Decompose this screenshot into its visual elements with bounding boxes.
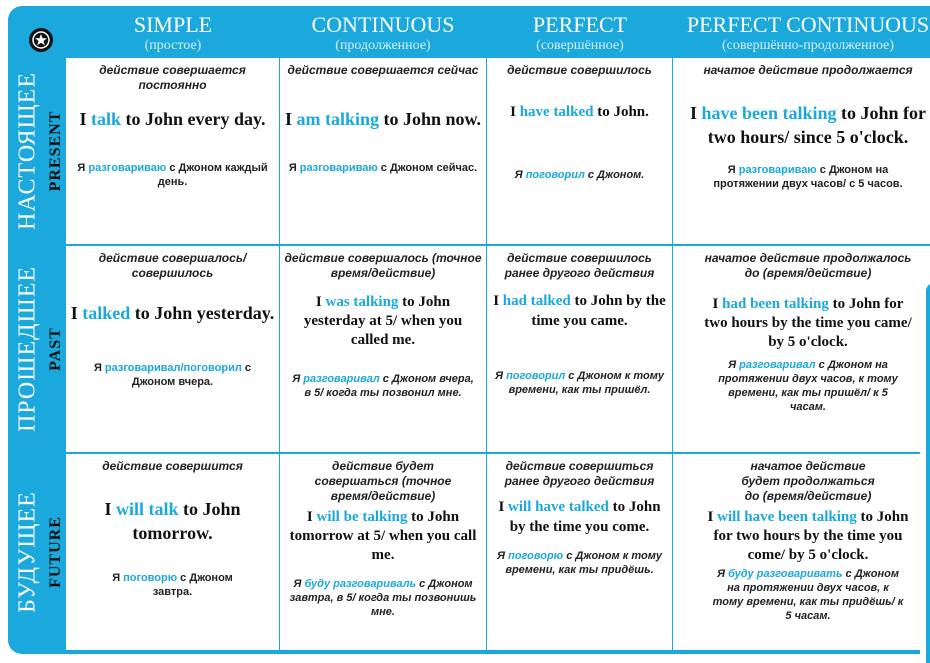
row-label-en: PRESENT [47, 110, 64, 192]
verb-form: will talk [115, 499, 179, 519]
header-title: CONTINUOUS [311, 12, 455, 37]
english-example: I had been talking to John for two hours by the time you came/ by 5 o'clock. [704, 296, 912, 350]
cell-past-simple [66, 246, 279, 452]
verb-translation: разговаривал/поговорил [104, 362, 242, 374]
verb-translation: поговорю [123, 572, 178, 584]
verb-form: had been talking [722, 296, 829, 312]
usage-description: действие совершается сейчас [287, 63, 479, 77]
cell-past-perfect [487, 246, 672, 452]
verb-translation: буду разговариваль [304, 578, 417, 590]
russian-translation: Я разговариваю с Джоном каждый день. [77, 162, 268, 188]
usage-description: действие совершалось/совершилось [98, 251, 247, 280]
verb-form: was talking [325, 294, 399, 310]
verb-translation: разговаривал [303, 373, 380, 385]
cell-past-perfect-continuous [673, 246, 930, 452]
english-example: I was talking to John yesterday at 5/ when you called me. [303, 294, 463, 348]
cell-future-simple [66, 454, 279, 650]
row-label-past [8, 246, 66, 452]
verb-form: will have been talking [717, 509, 857, 525]
usage-description: начатое действие продолжается [703, 63, 913, 77]
verb-translation: разговариваю [738, 164, 817, 176]
english-example: I will have talked to John by the time you come. [498, 499, 661, 535]
cell-present-simple [66, 58, 279, 244]
side-tab [920, 275, 930, 660]
verb-form: am talking [296, 109, 379, 129]
header-title: PERFECT CONTINUOUS [686, 12, 930, 37]
usage-description: начатое действие продолжалось до (время/действие) [704, 251, 912, 280]
verb-form: had talked [502, 293, 571, 309]
row-label-ru: ПРОШЕДШЕЕ [14, 265, 41, 433]
header-subtitle: (совершённо-продолженное) [721, 38, 894, 53]
row-label-present [8, 58, 66, 244]
star-badge-icon [29, 28, 53, 52]
cell-future-perfect [487, 454, 672, 650]
english-example: I will talk to John tomorrow. [104, 499, 241, 543]
row-label-ru: БУДУЩЕЕ [14, 491, 41, 613]
usage-description: действие совершилось [507, 63, 652, 77]
english-example: I have been talking to John for two hours/ since 5 o'clock. [689, 103, 927, 147]
header-subtitle: (простое) [144, 38, 202, 53]
cell-present-perfect-continuous [673, 58, 930, 244]
verb-form: have talked [519, 104, 594, 120]
row-label-en: PAST [47, 327, 64, 371]
row-label-ru: НАСТОЯЩЕЕ [14, 72, 41, 230]
star-icon [32, 31, 50, 49]
english-example: I will have been talking to John for two hours by the time you come/ by 5 o'clock. [707, 509, 909, 563]
russian-translation: Я разговариваю с Джоном на протяжении двух часов/ с 5 часов. [713, 164, 903, 190]
english-example: I am talking to John now. [284, 109, 482, 129]
verb-translation: буду разговаривать [728, 568, 843, 580]
cell-present-perfect [487, 58, 672, 244]
cell-past-continuous [280, 246, 486, 452]
usage-description: начатое действие будет продолжаться до (время/действие) [741, 459, 875, 503]
usage-description: действие совершалось (точное время/действие) [284, 251, 482, 280]
header-perfect-continuous [673, 6, 930, 58]
cell-future-continuous [280, 454, 486, 650]
russian-translation: Я поговорю с Джоном к тому времени, как ты придёшь. [497, 550, 662, 576]
verb-form: talk [90, 109, 121, 129]
verb-form: have been talking [701, 103, 837, 123]
header-perfect [487, 6, 673, 58]
usage-description: действие совершилось ранее другого действия [504, 251, 655, 280]
english-example: I talked to John yesterday. [70, 303, 275, 323]
row-label-en: FUTURE [47, 516, 64, 588]
verb-form: will be talking [316, 509, 408, 525]
russian-translation: Я разговариваю с Джоном сейчас. [288, 162, 478, 174]
usage-description: действие совершится [102, 459, 243, 473]
russian-translation: Я поговорю с Джоном завтра. [112, 572, 233, 598]
header-subtitle: (совершённое) [536, 38, 624, 53]
side-tab-strip [926, 283, 930, 663]
russian-translation: Я буду разговаривать с Джоном на протяжении двух часов, к тому времени, как ты придёшь/ к 5 часам. [712, 568, 904, 622]
russian-translation: Я поговорил с Джоном к тому времени, как ты пришёл. [495, 370, 664, 396]
header-continuous [280, 6, 486, 58]
cell-present-continuous [280, 58, 486, 244]
verb-translation: поговорил [525, 169, 585, 181]
header-simple [66, 6, 280, 58]
verb-translation: поговорю [508, 550, 564, 562]
header-title: PERFECT [532, 12, 628, 37]
english-example: I had talked to John by the time you came. [493, 293, 666, 329]
english-example: I have talked to John. [510, 104, 649, 120]
russian-translation: Я поговорил с Джоном. [514, 169, 645, 181]
english-example: I talk to John every day. [79, 109, 266, 129]
cell-future-perfect-continuous [673, 454, 930, 650]
verb-form: will have talked [508, 499, 609, 515]
verb-translation: разговаривал [739, 359, 816, 371]
verb-form: talked [82, 303, 131, 323]
usage-description: действие совершиться ранее другого действия [504, 459, 655, 488]
russian-translation: Я разговаривал с Джоном вчера, в 5/ когда ты позвонил мне. [292, 373, 474, 399]
verb-translation: поговорил [506, 370, 566, 382]
verb-translation: разговариваю [88, 162, 167, 174]
row-label-future [8, 454, 66, 650]
russian-translation: Я буду разговариваль с Джоном завтра, в 5/ когда ты позвонишь мне. [289, 578, 477, 618]
header-title: SIMPLE [133, 12, 213, 37]
usage-description: действие будет совершаться (точное время/действие) [314, 459, 452, 503]
verb-translation: разговариваю [299, 162, 378, 174]
header-subtitle: (продолженное) [335, 38, 431, 53]
russian-translation: Я разговаривал/поговорил с Джоном вчера. [93, 362, 252, 388]
russian-translation: Я разговаривал с Джоном на протяжении двух часов, к тому времени, как ты пришёл/ к 5 часам. [718, 359, 898, 413]
english-example: I will be talking to John tomorrow at 5/ when you call me. [289, 509, 477, 563]
usage-description: действие совершается постоянно [99, 63, 246, 92]
